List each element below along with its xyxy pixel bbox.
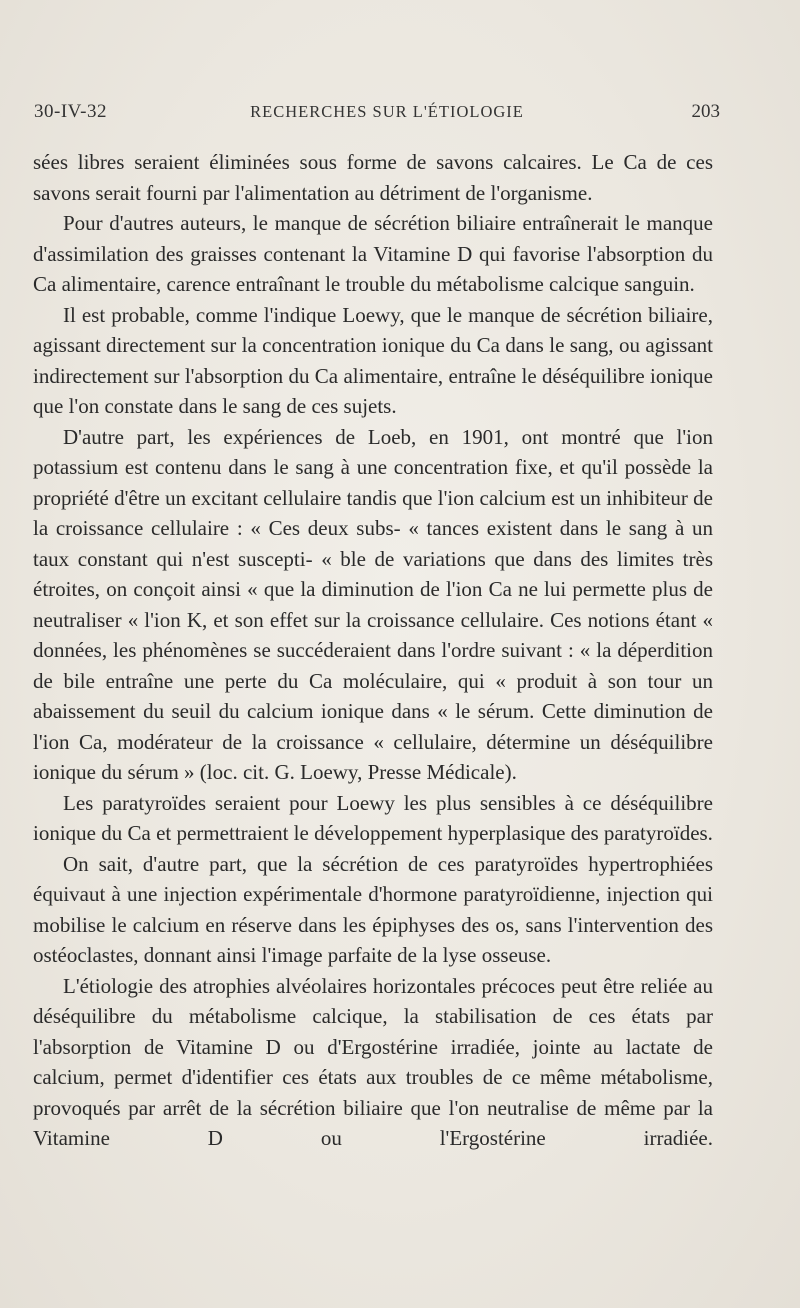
paragraph-4: D'autre part, les expériences de Loeb, en 1901, ont montré que l'ion potassium est contenu dans le sang à une concentration fixe, et qu'il possède la propriété d'être un excitant cellulaire tandis que l'ion calcium est un inhibiteur de la croissance cellulaire : « Ces deux subs- « tances existent dans le sang à un taux constant qui n'est suscepti- « ble de variations que dans des limites très étroites, on conçoit ainsi « que la diminution de l'ion Ca ne lui permette plus de neutraliser « l'ion K, et son effet sur la croissance cellulaire. Ces notions étant « données, les phénomènes se succéderaient dans l'ordre suivant : « la déperdition de bile entraîne une perte du Ca moléculaire, qui « produit à son tour un abaissement du seuil du calcium ionique dans « le sérum. Cette diminution de l'ion Ca, modérateur de la croissance « cellulaire, détermine un déséquilibre ionique du sérum » (loc. cit. G. Loewy, Presse Médicale). xyxy=(33,424,713,784)
paragraph-6: On sait, d'autre part, que la sécrétion de ces paratyroïdes hypertrophiées équivaut à une injection expérimentale d'hormone paratyroïdienne, injection qui mobilise le calcium en réserve dans les épiphyses des os, sans l'intervention des ostéoclastes, donnant ainsi l'image parfaite de la lyse osseuse. xyxy=(33,851,713,967)
paragraph-3: Il est probable, comme l'indique Loewy, que le manque de sécrétion biliaire, agissant directement sur la concentration ionique du Ca dans le sang, ou agissant indirectement sur l'absorption du Ca alimentaire, entraîne le déséquilibre ionique que l'on constate dans le sang de ces sujets. xyxy=(33,302,713,418)
page-number: 203 xyxy=(691,101,720,122)
header-date: 30-IV-32 xyxy=(34,101,107,122)
header-title: RECHERCHES SUR L'ÉTIOLOGIE xyxy=(250,102,524,121)
paragraph-5: Les paratyroïdes seraient pour Loewy les plus sensibles à ce déséquilibre ionique du Ca et permettraient le développement hyperplasique des paratyroïdes. xyxy=(33,790,713,845)
paragraph-2: Pour d'autres auteurs, le manque de sécrétion biliaire entraînerait le manque d'assimilation des graisses contenant la Vitamine D qui favorise l'absorption du Ca alimentaire, carence entraînant le trouble du métabolisme calcique sanguin. xyxy=(33,211,713,296)
body-text xyxy=(33,147,713,1154)
paragraph-7: L'étiologie des atrophies alvéolaires horizontales précoces peut être reliée au déséquilibre du métabolisme calcique, la stabilisation de ces états par l'absorption de Vitamine D ou d'Ergostérine irradiée, jointe au lactate de calcium, permet d'identifier ces états aux troubles de ce même métabolisme, provoqués par arrêt de la sécrétion biliaire que l'on neutralise de même par la Vitamine D ou l'Ergostérine irradiée. xyxy=(33,973,713,1150)
paragraph-1: sées libres seraient éliminées sous forme de savons calcaires. Le Ca de ces savons serait fourni par l'alimentation au détriment de l'organisme. xyxy=(33,150,713,205)
running-head xyxy=(34,101,720,129)
